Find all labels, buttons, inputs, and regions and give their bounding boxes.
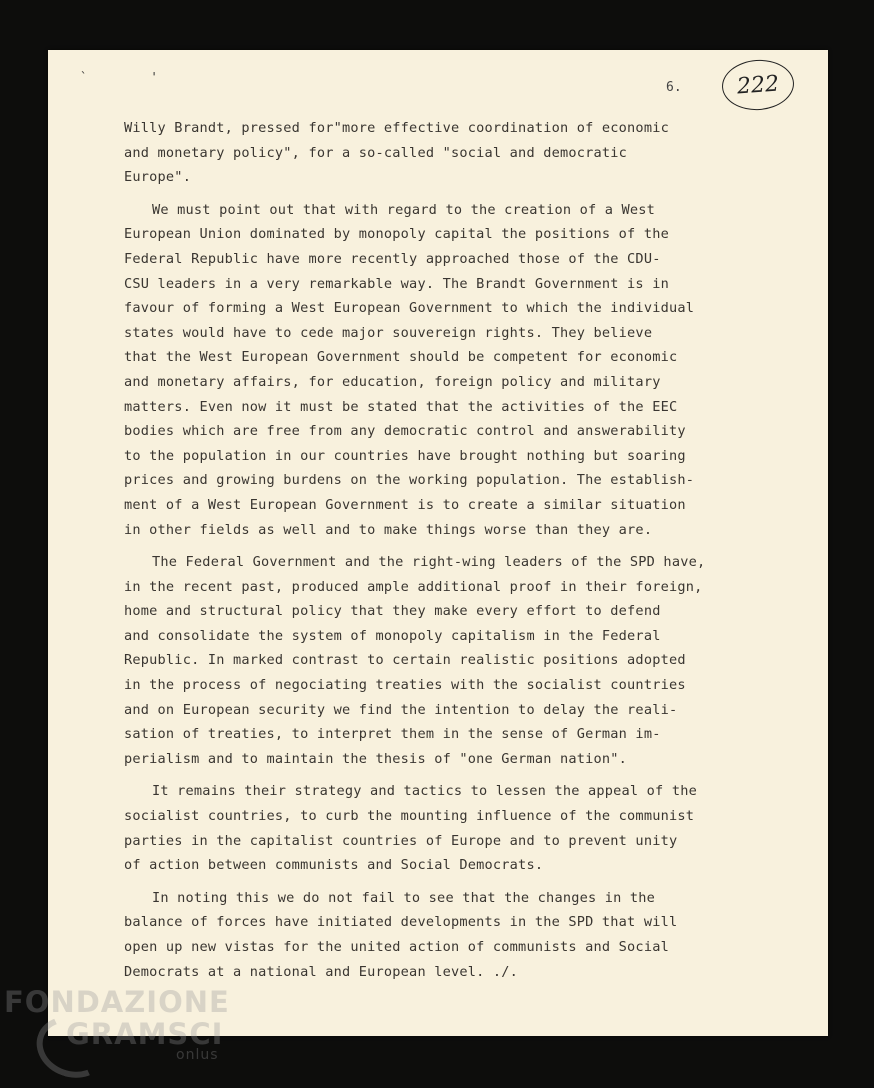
watermark-line-1: FONDAZIONE	[4, 985, 230, 1019]
archive-number-stamp: 222	[720, 58, 795, 113]
page-number: 6.	[666, 80, 682, 95]
watermark-line-2: GRAMSCI	[66, 1017, 224, 1051]
paragraph: It remains their strategy and tactics to lessen the appeal of the socialist countries, to curb the mounting influence of the communist parties in the capitalist countries of Europe and to prevent unity of action between communists and Social Democrats.	[124, 783, 697, 874]
fondazione-gramsci-watermark	[4, 985, 230, 1063]
document-body	[124, 116, 774, 992]
paragraph: The Federal Government and the right-wing leaders of the SPD have, in the recent past, produced ample additional proof in their foreign, home and structural policy that they make every effort to defend and consolidate the system of monopoly capitalism in the Federal Republic. In marked contrast to certain realistic positions adopted in the process of negociating treaties with the socialist countries and on European security we find the intention to delay the reali- sation of treaties, to interpret them in the sense of German im- perialism and to maintain the thesis of "one German nation".	[124, 554, 706, 767]
paragraph: We must point out that with regard to the creation of a West European Union dominated by monopoly capital the positions of the Federal Republic have more recently approached those of the CDU- CSU leaders in a very remarkable way. The Brandt Government is in favour of forming a West European Government to which the individual states would have to cede major souvereign rights. They believe that the West European Government should be competent for economic and monetary affairs, for education, foreign policy and military matters. Even now it must be stated that the activities of the EEC bodies which are free from any democratic control and answerability to the population in our countries have brought nothing but soaring prices and growing burdens on the working population. The establish- ment of a West European Government is to create a similar situation in other fields as well and to make things worse than they are.	[124, 201, 695, 538]
paragraph: Willy Brandt, pressed for"more effective coordination of economic and monetary policy", for a so-called "social and democratic Europe".	[124, 120, 669, 186]
margin-marks: ` '	[80, 70, 186, 84]
watermark-line-3: onlus	[176, 1047, 219, 1063]
paragraph: In noting this we do not fail to see that the changes in the balance of forces have initiated developments in the SPD that will open up new vistas for the united action of communists and Social Democrats at a national and European level. ./.	[124, 889, 678, 980]
